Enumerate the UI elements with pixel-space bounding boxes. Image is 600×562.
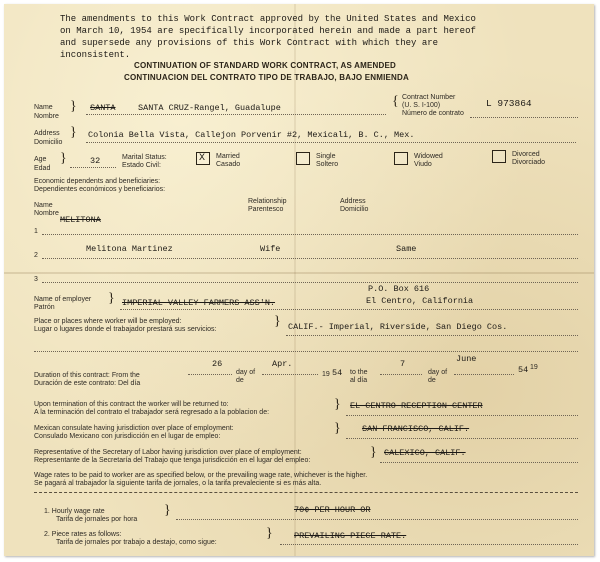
dependents-col-address-es: Domicilio (340, 206, 369, 213)
hourly-rate-label: 1. Hourly wage rate (44, 508, 105, 515)
notice-line-3: and supersede any provisions of this Work Contract with which they are (60, 38, 439, 48)
marital-status-label: Marital Status: (122, 154, 167, 161)
dependent-2-name: Melitona Martinez (86, 244, 173, 254)
labor-rep-value: CALEXICO, CALIF. (384, 448, 466, 458)
name-label-es: Nombre (34, 113, 59, 120)
duration-from-year: 54 (332, 368, 343, 378)
piece-rate-label-es: Tarifa de jornales por trabajo a destajo, como sigue: (56, 539, 217, 546)
contract-number-label-es: Número de contrato (402, 110, 464, 117)
labor-rep-label: Representative of the Secretary of Labor having jurisdiction over place of employment: (34, 449, 302, 456)
single-label: Single (316, 153, 336, 160)
checkbox-x-mark: X (199, 153, 206, 164)
duration-from-month: Apr. (272, 359, 293, 369)
hourly-rate-line (176, 519, 578, 520)
duration-to-month: June (456, 354, 477, 364)
title-english: CONTINUATION OF STANDARD WORK CONTRACT, AS AMENDED (134, 61, 396, 70)
labor-rep-line (380, 462, 578, 463)
bracket: { (392, 94, 399, 109)
piece-rate-line (280, 544, 578, 545)
bracket: } (334, 421, 341, 436)
name-struck-text: SANTA (90, 103, 116, 113)
consulate-label: Mexican consulate having jurisdiction over place of employment: (34, 425, 234, 432)
duration-century: 19 (322, 371, 330, 378)
contract-number-sub: (U. S. I-100) (402, 102, 441, 109)
employer-line (120, 309, 578, 310)
duration-to-day: 7 (400, 359, 406, 369)
dependent-row-number: 1 (34, 228, 38, 235)
duration-to-day-line (380, 374, 422, 375)
hourly-rate-label-es: Tarifa de jornales por hora (56, 516, 138, 523)
fold-crease (4, 272, 594, 274)
age-label: Age (34, 156, 47, 163)
age-line (70, 167, 116, 168)
notice-line-4: inconsistent. (60, 50, 131, 60)
name-line (86, 114, 386, 115)
contract-number-line (470, 117, 578, 118)
marital-checkbox-widowed[interactable] (394, 152, 408, 165)
marital-status-label-es: Estado Civil: (122, 162, 161, 169)
dependents-heading-es: Dependientes económicos y beneficiarios: (34, 186, 166, 193)
piece-rate-value: PREVAILING PIECE RATE. (294, 531, 407, 541)
address-label: Address (34, 130, 60, 137)
places-line (286, 335, 578, 336)
dependents-col-relationship: Relationship (248, 198, 287, 205)
duration-to-label: to the (350, 369, 368, 376)
employer-address-line2: El Centro, California (366, 296, 474, 306)
widowed-label-es: Viudo (414, 161, 432, 168)
bracket: } (60, 151, 67, 166)
age-label-es: Edad (34, 165, 51, 172)
duration-from-day: 26 (212, 359, 223, 369)
duration-label: Duration of this contract: From the (34, 372, 140, 379)
wage-divider (34, 492, 578, 493)
hourly-rate-value: 70¢ PER HOUR OR (294, 505, 371, 515)
divorced-label: Divorced (512, 151, 540, 158)
piece-rate-label: 2. Piece rates as follows: (44, 531, 122, 538)
notice-line-1: The amendments to this Work Contract approved by the United States and Mexico (60, 14, 476, 24)
duration-day-of-label: day of (428, 369, 448, 376)
places-label-es: Lugar o lugares donde el trabajador prestará sus servicios: (34, 326, 217, 333)
consulate-value: SAN FRANCISCO, CALIF. (362, 424, 470, 434)
employer-label: Name of employer (34, 296, 92, 303)
contract-document (4, 4, 594, 556)
dependents-heading: Economic dependents and beneficiaries: (34, 178, 161, 185)
dependent-row-number: 3 (34, 276, 38, 283)
dependent-1-name-struck: MELITONA (60, 215, 101, 225)
dependent-row-line (42, 234, 578, 235)
duration-century: 19 (530, 364, 538, 371)
dependent-2-relationship: Wife (260, 244, 281, 254)
address-value: Colonia Bella Vista, Callejon Porvenir #2, Mexicali, B. C., Mex. (88, 130, 415, 140)
employer-value: IMPERIAL VALLEY FARMERS ASS'N. (122, 298, 276, 308)
labor-rep-label-es: Representante de la Secretaría del Trabajo que tenga jurisdicción en el lugar del empleo: (34, 457, 311, 464)
age-value: 32 (90, 156, 101, 166)
marital-checkbox-single[interactable] (296, 152, 310, 165)
return-line (346, 415, 578, 416)
marital-checkbox-divorced[interactable] (492, 150, 506, 163)
bracket: } (70, 99, 77, 114)
address-label-es: Domicilio (34, 139, 63, 146)
duration-day-of-label-es: de (428, 377, 436, 384)
places-line-2 (34, 351, 578, 352)
bracket: } (334, 397, 341, 412)
consulate-line (346, 438, 578, 439)
duration-to-month-line (454, 374, 514, 375)
employer-label-es: Patrón (34, 304, 55, 311)
dependent-row-number: 2 (34, 252, 38, 259)
bracket: } (164, 503, 171, 518)
places-label: Place or places where worker will be employed: (34, 318, 182, 325)
duration-to-label-es: al día (350, 377, 368, 384)
dependent-row-line (42, 282, 578, 283)
marital-checkbox-married[interactable] (196, 152, 210, 165)
places-value: CALIF.- Imperial, Riverside, San Diego Cos. (288, 322, 508, 332)
dependents-col-name-es: Nombre (34, 210, 59, 217)
duration-to-year: 54 (518, 365, 529, 375)
address-line (86, 142, 576, 143)
name-value: SANTA CRUZ-Rangel, Guadalupe (138, 103, 281, 113)
duration-day-of-label: day of (236, 369, 256, 376)
employer-address-line1: P.O. Box 616 (368, 284, 430, 294)
widowed-label: Widowed (414, 153, 443, 160)
notice-line-2: on March 10, 1954 are specifically incorporated herein and made a part hereof (60, 26, 476, 36)
married-label-es: Casado (216, 161, 241, 168)
bracket: } (274, 314, 281, 329)
single-label-es: Soltero (316, 161, 339, 168)
wage-note-es: Se pagará al trabajador la siguiente tarifa de jornales, o la tarifa prevaleciente si es más alta. (34, 480, 322, 487)
married-label: Married (216, 153, 240, 160)
dependent-2-address: Same (396, 244, 417, 254)
duration-from-month-line (262, 374, 318, 375)
return-label: Upon termination of this contract the worker will be returned to: (34, 401, 229, 408)
duration-label-es: Duración de este contrato: Del día (34, 380, 141, 387)
duration-day-of-label-es: de (236, 377, 244, 384)
dependent-row-line (42, 258, 578, 259)
return-value: EL CENTRO RECEPTION CENTER (350, 401, 483, 411)
title-spanish: CONTINUACION DEL CONTRATO TIPO DE TRABAJO, BAJO ENMIENDA (124, 73, 409, 82)
bracket: } (108, 291, 115, 306)
consulate-label-es: Consulado Mexicano con jurisdicción en el lugar de empleo: (34, 433, 221, 440)
dependents-col-address: Address (340, 198, 366, 205)
bracket: } (266, 526, 273, 541)
contract-number-value: L 973864 (486, 98, 532, 109)
wage-note: Wage rates to be paid to worker are as specified below, or the prevailing wage rate, whichever is the higher. (34, 472, 368, 479)
duration-from-day-line (188, 374, 232, 375)
divorced-label-es: Divorciado (512, 159, 546, 166)
return-label-es: A la terminación del contrato el trabajador será regresado a la poblacion de: (34, 409, 270, 416)
contract-number-label: Contract Number (402, 94, 456, 101)
bracket: } (70, 125, 77, 140)
dependents-col-name: Name (34, 202, 53, 209)
dependents-col-relationship-es: Parentesco (248, 206, 284, 213)
name-label: Name (34, 104, 53, 111)
bracket: } (370, 445, 377, 460)
